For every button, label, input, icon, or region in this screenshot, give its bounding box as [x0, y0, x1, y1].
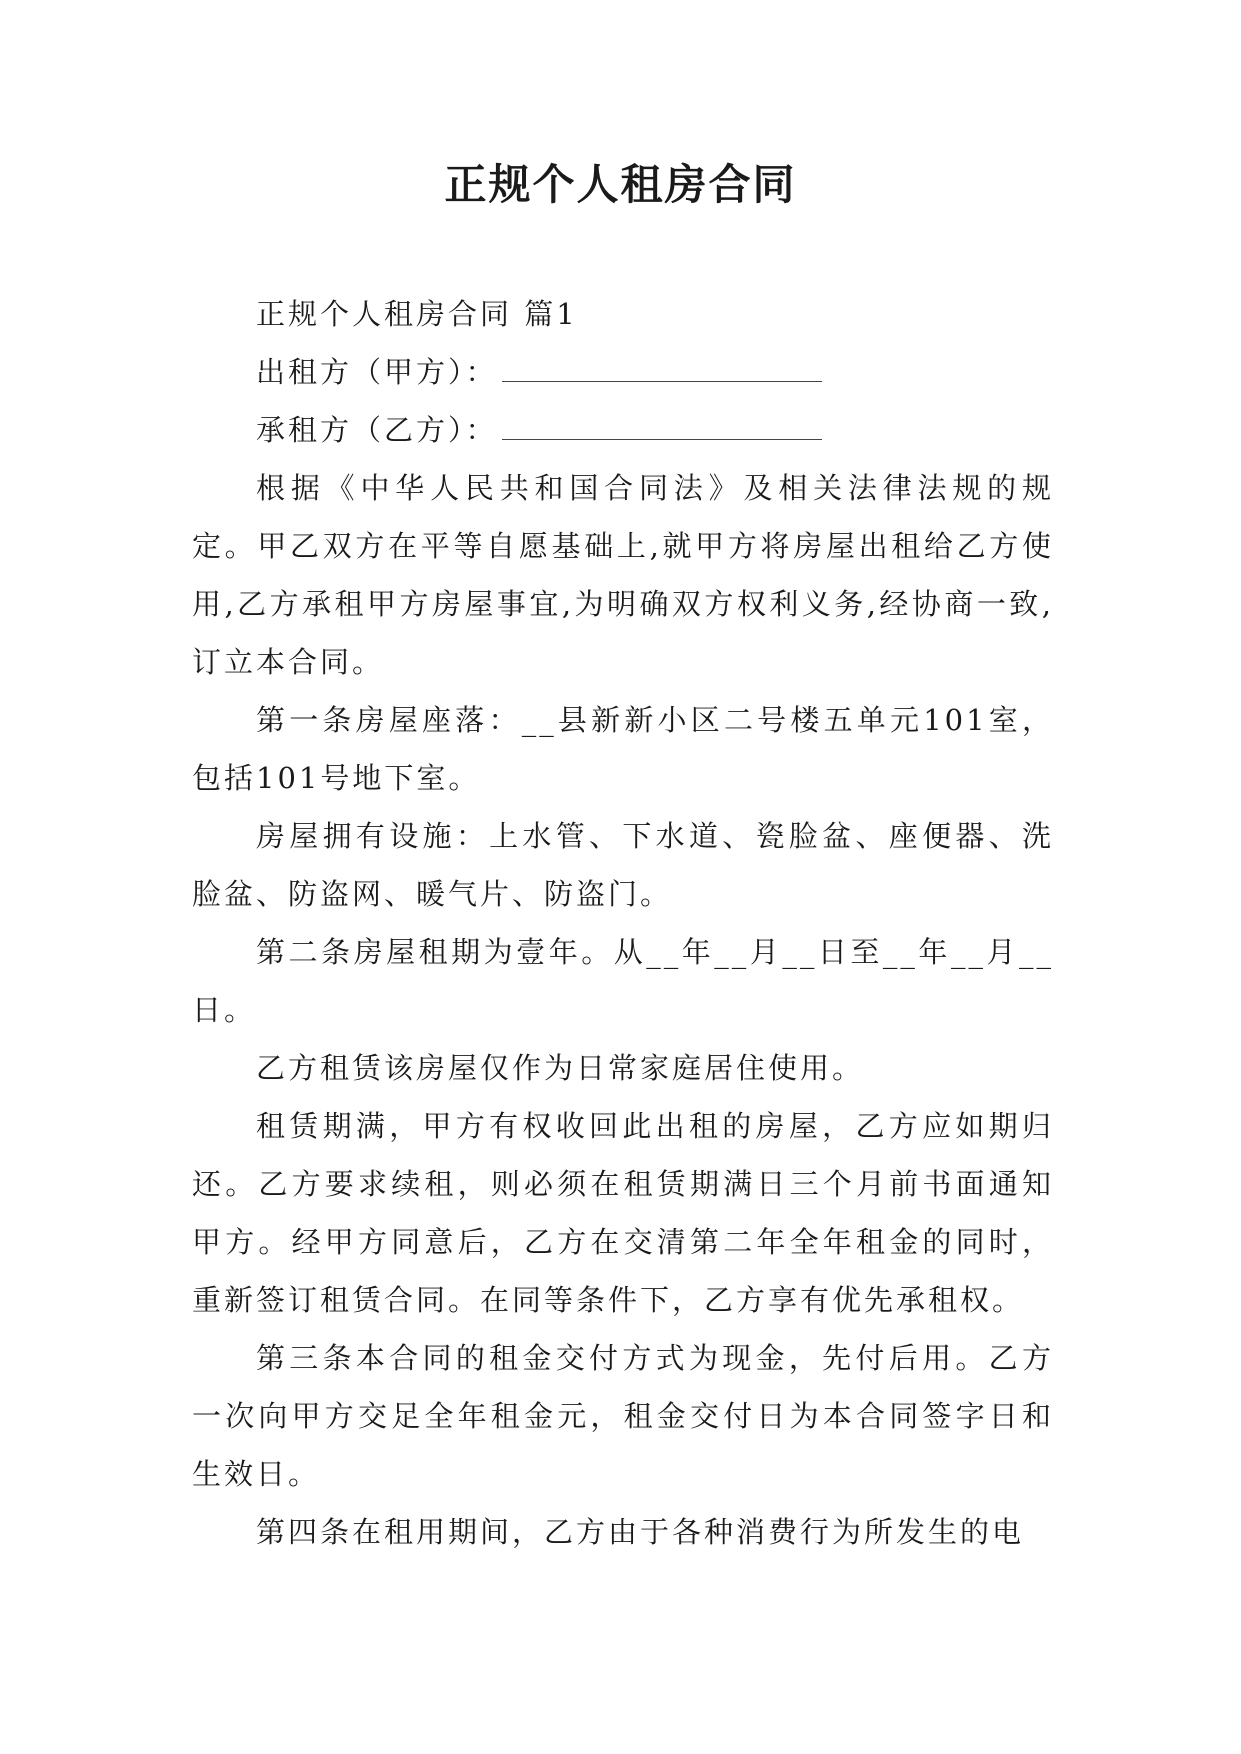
lessor-label: 出租方（甲方）：	[256, 355, 498, 389]
lessee-label: 承租方（乙方）：	[256, 413, 498, 447]
article-3-payment: 第三条本合同的租金交付方式为现金，先付后用。乙方一次向甲方交足全年租金元，租金交付日为本合同签字日和生效日。	[192, 1341, 1054, 1491]
article-4-expenses: 第四条在租用期间，乙方由于各种消费行为所发生的电	[256, 1515, 1025, 1549]
usage-paragraph: 乙方租赁该房屋仅作为日常家庭居住使用。	[256, 1051, 865, 1085]
section-heading: 正规个人租房合同 篇1	[256, 297, 578, 331]
preamble-paragraph: 根据《中华人民共和国合同法》及相关法律法规的规定。甲乙双方在平等自愿基础上,就甲方将房屋出租给乙方使用,乙方承租甲方房屋事宜,为明确双方权利义务,经协商一致,订立本合同。	[192, 471, 1054, 679]
article-1-location: 第一条房屋座落：__县新新小区二号楼五单元101室，包括101号地下室。	[192, 703, 1054, 795]
lessor-line	[192, 343, 1054, 401]
lessee-line	[192, 401, 1054, 459]
lessor-blank	[502, 351, 822, 382]
lessee-blank	[502, 409, 822, 440]
article-2-term: 第二条房屋租期为壹年。从__年__月__日至__年__月__日。	[192, 935, 1054, 1027]
document-title: 正规个人租房合同	[444, 160, 797, 209]
renewal-paragraph: 租赁期满，甲方有权收回此出租的房屋，乙方应如期归还。乙方要求续租，则必须在租赁期满日三个月前书面通知甲方。经甲方同意后，乙方在交清第二年全年租金的同时，重新签订租赁合同。在同等条件下，乙方享有优先承租权。	[192, 1109, 1054, 1317]
facilities-paragraph: 房屋拥有设施：上水管、下水道、瓷脸盆、座便器、洗脸盆、防盗网、暖气片、防盗门。	[192, 819, 1054, 911]
document-body	[192, 285, 1054, 1561]
